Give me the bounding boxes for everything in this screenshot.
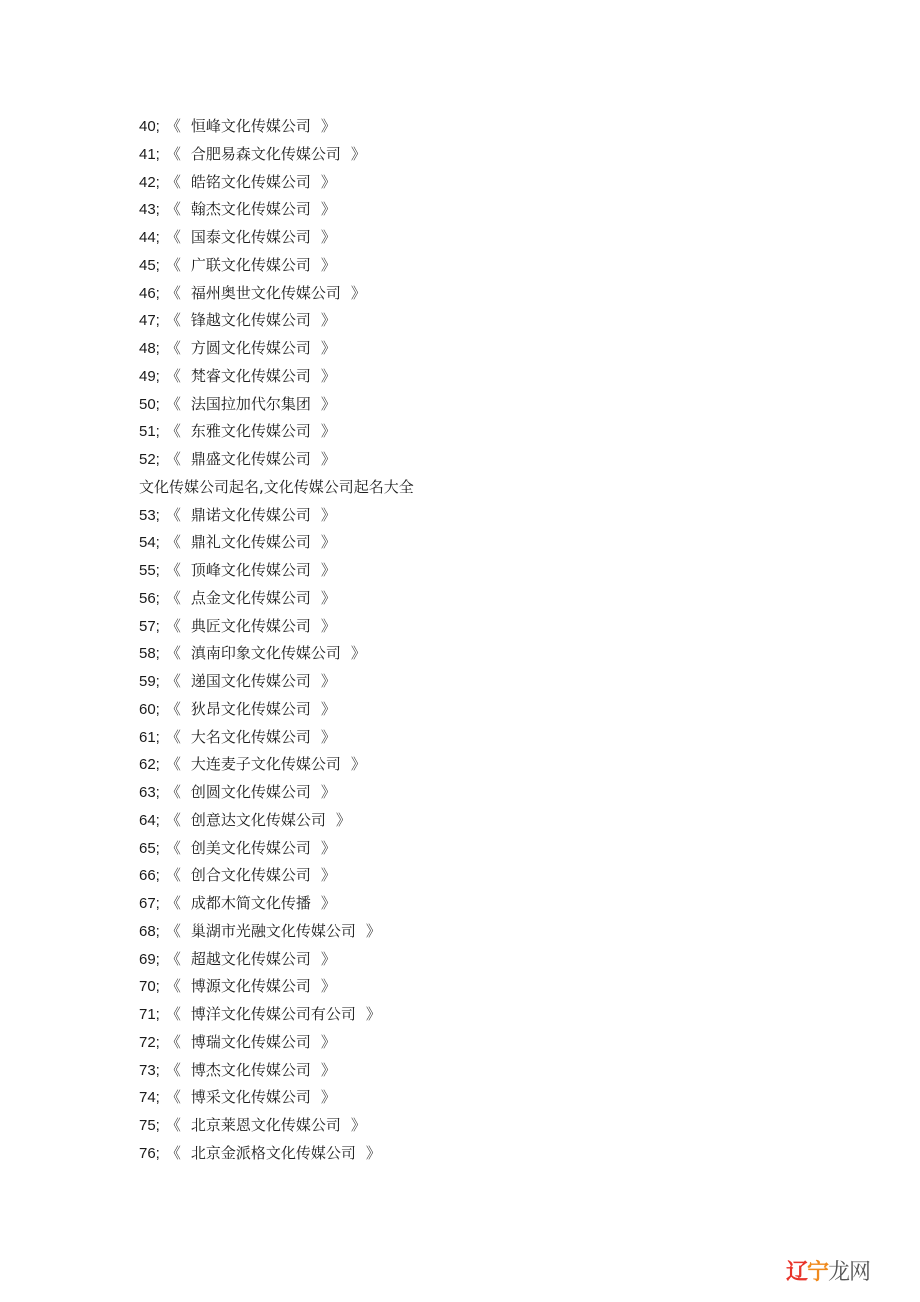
list-item: [139, 169, 839, 197]
list-item: [139, 252, 839, 280]
open-bracket: 《: [165, 228, 181, 246]
item-number: 46;: [139, 284, 160, 302]
item-number: 47;: [139, 312, 160, 330]
item-number: 44;: [139, 229, 160, 246]
item-number: 72;: [139, 1033, 160, 1051]
open-bracket: 《: [165, 311, 181, 330]
company-name: 鼎盛文化传媒公司: [190, 450, 311, 468]
item-number: 40;: [139, 118, 160, 135]
item-number: 64;: [139, 811, 160, 829]
list-item: [139, 529, 839, 557]
item-number: 45;: [139, 256, 160, 274]
item-number: 59;: [139, 673, 160, 690]
list-item: [139, 835, 839, 863]
list-item: [139, 557, 839, 585]
open-bracket: 《: [165, 255, 181, 274]
open-bracket: 《: [165, 1005, 181, 1023]
close-bracket: 》: [335, 810, 351, 829]
company-name: 鼎诺文化传媒公司: [190, 505, 311, 524]
close-bracket: 》: [320, 588, 336, 607]
item-number: 76;: [139, 1144, 160, 1162]
list-item: [139, 418, 839, 446]
item-number: 57;: [139, 617, 160, 635]
company-name: 顶峰文化传媒公司: [190, 561, 311, 579]
close-bracket: 》: [320, 894, 336, 912]
close-bracket: 》: [320, 699, 336, 718]
company-name: 恒峰文化传媒公司: [190, 117, 311, 135]
close-bracket: 》: [365, 921, 381, 940]
open-bracket: 《: [165, 921, 181, 940]
list-item: [139, 280, 839, 308]
close-bracket: 》: [350, 283, 366, 302]
company-name: 福州奥世文化传媒公司: [190, 283, 341, 302]
list-item: [139, 224, 839, 252]
item-number: 42;: [139, 173, 160, 191]
company-name: 创合文化传媒公司: [190, 866, 311, 885]
open-bracket: 《: [165, 866, 181, 885]
open-bracket: 《: [165, 283, 181, 302]
close-bracket: 》: [320, 1060, 336, 1079]
item-number: 66;: [139, 867, 160, 885]
open-bracket: 《: [165, 672, 181, 690]
watermark-text: 辽宁龙网: [786, 1259, 871, 1285]
open-bracket: 《: [165, 394, 181, 413]
open-bracket: 《: [165, 533, 181, 552]
open-bracket: 《: [165, 450, 181, 468]
close-bracket: 》: [320, 505, 336, 524]
open-bracket: 《: [165, 755, 181, 774]
item-number: 60;: [139, 700, 160, 718]
company-name: 点金文化传媒公司: [190, 588, 311, 607]
close-bracket: 》: [320, 1088, 336, 1107]
list-item: [139, 1112, 839, 1140]
open-bracket: 《: [165, 588, 181, 607]
list-item: [139, 141, 839, 169]
close-bracket: 》: [320, 172, 336, 191]
list-item: [139, 918, 839, 946]
open-bracket: 《: [165, 422, 181, 441]
item-number: 61;: [139, 728, 160, 746]
close-bracket: 》: [320, 783, 336, 801]
company-name: 大连麦子文化传媒公司: [190, 755, 341, 774]
company-name: 皓铭文化传媒公司: [190, 172, 311, 191]
close-bracket: 》: [320, 949, 336, 968]
list-item: [139, 335, 839, 363]
open-bracket: 《: [165, 949, 181, 968]
close-bracket: 》: [320, 616, 336, 635]
open-bracket: 《: [165, 117, 181, 135]
company-name: 创意达文化传媒公司: [190, 810, 326, 829]
close-bracket: 》: [320, 339, 336, 357]
list-item: [139, 668, 839, 696]
list-item: [139, 1140, 839, 1168]
open-bracket: 《: [165, 838, 181, 857]
item-number: 54;: [139, 534, 160, 552]
open-bracket: 《: [165, 1032, 181, 1051]
close-bracket: 》: [320, 727, 336, 746]
list-item: [139, 779, 839, 807]
company-name: 合肥易森文化传媒公司: [190, 144, 341, 163]
list-item: [139, 307, 839, 335]
company-name: 成都木简文化传播: [190, 894, 311, 912]
close-bracket: 》: [320, 366, 336, 385]
open-bracket: 《: [165, 339, 181, 357]
section-heading: 文化传媒公司起名,文化传媒公司起名大全: [139, 477, 414, 496]
item-number: 75;: [139, 1117, 160, 1134]
open-bracket: 《: [165, 1143, 181, 1162]
company-name: 狄昂文化传媒公司: [190, 699, 311, 718]
close-bracket: 》: [320, 672, 336, 690]
company-name: 梵睿文化传媒公司: [190, 366, 311, 385]
item-number: 52;: [139, 451, 160, 468]
close-bracket: 》: [350, 644, 366, 663]
company-name: 递国文化传媒公司: [190, 672, 311, 690]
open-bracket: 《: [165, 1060, 181, 1079]
item-number: 49;: [139, 367, 160, 385]
open-bracket: 《: [165, 810, 181, 829]
item-number: 69;: [139, 950, 160, 968]
item-number: 41;: [139, 145, 160, 163]
close-bracket: 》: [320, 228, 336, 246]
site-watermark-logo: [786, 1255, 886, 1285]
item-number: 53;: [139, 506, 160, 524]
item-number: 63;: [139, 784, 160, 801]
company-name: 博洋文化传媒公司有公司: [190, 1005, 356, 1023]
list-item: [139, 862, 839, 890]
list-item: [139, 502, 839, 530]
close-bracket: 》: [320, 255, 336, 274]
item-number: 71;: [139, 1006, 160, 1023]
list-item: [139, 807, 839, 835]
close-bracket: 》: [320, 866, 336, 885]
list-item: [139, 751, 839, 779]
list-item: [139, 946, 839, 974]
company-name: 超越文化传媒公司: [190, 949, 311, 968]
item-number: 43;: [139, 201, 160, 219]
list-item: [139, 446, 839, 474]
company-name: 国泰文化传媒公司: [190, 228, 311, 246]
company-name: 鼎礼文化传媒公司: [190, 533, 311, 552]
item-number: 68;: [139, 922, 160, 940]
open-bracket: 《: [165, 644, 181, 663]
item-number: 48;: [139, 340, 160, 357]
close-bracket: 》: [350, 755, 366, 774]
open-bracket: 《: [165, 505, 181, 524]
open-bracket: 《: [165, 783, 181, 801]
close-bracket: 》: [320, 422, 336, 441]
item-number: 70;: [139, 978, 160, 996]
item-number: 74;: [139, 1089, 160, 1107]
item-number: 62;: [139, 756, 160, 774]
company-name: 创美文化传媒公司: [190, 838, 311, 857]
item-number: 50;: [139, 395, 160, 413]
company-name: 博瑞文化传媒公司: [190, 1032, 311, 1051]
open-bracket: 《: [165, 1116, 181, 1134]
list-item: [139, 391, 839, 419]
list-item: [139, 890, 839, 918]
close-bracket: 》: [320, 311, 336, 330]
list-item: [139, 1029, 839, 1057]
item-number: 58;: [139, 645, 160, 663]
company-name: 巢湖市光融文化传媒公司: [190, 921, 356, 940]
close-bracket: 》: [350, 144, 366, 163]
open-bracket: 《: [165, 894, 181, 912]
item-number: 56;: [139, 589, 160, 607]
item-number: 65;: [139, 839, 160, 857]
company-name: 创圆文化传媒公司: [190, 783, 311, 801]
company-name: 典匠文化传媒公司: [190, 616, 311, 635]
open-bracket: 《: [165, 200, 181, 219]
open-bracket: 《: [165, 1088, 181, 1107]
open-bracket: 《: [165, 977, 181, 996]
company-name: 博杰文化传媒公司: [190, 1060, 311, 1079]
company-name: 广联文化传媒公司: [190, 255, 311, 274]
list-item: [139, 696, 839, 724]
company-name: 博源文化传媒公司: [190, 977, 311, 996]
list-item: [139, 640, 839, 668]
close-bracket: 》: [320, 394, 336, 413]
company-name: 滇南印象文化传媒公司: [190, 644, 341, 663]
company-name: 方圆文化传媒公司: [190, 339, 311, 357]
list-item: [139, 1001, 839, 1029]
close-bracket: 》: [320, 838, 336, 857]
document-body: [139, 113, 839, 1168]
list-item: [139, 973, 839, 1001]
list-item: [139, 113, 839, 141]
close-bracket: 》: [365, 1143, 381, 1162]
list-item: [139, 1057, 839, 1085]
open-bracket: 《: [165, 727, 181, 746]
list-item: [139, 1084, 839, 1112]
open-bracket: 《: [165, 561, 181, 579]
item-number: 73;: [139, 1061, 160, 1079]
open-bracket: 《: [165, 144, 181, 163]
close-bracket: 》: [320, 117, 336, 135]
company-name: 大名文化传媒公司: [190, 727, 311, 746]
company-name: 北京金派格文化传媒公司: [190, 1143, 356, 1162]
company-name: 东雅文化传媒公司: [190, 422, 311, 441]
item-number: 51;: [139, 423, 160, 441]
company-name: 法国拉加代尔集团: [190, 394, 311, 413]
list-item: [139, 613, 839, 641]
open-bracket: 《: [165, 366, 181, 385]
close-bracket: 》: [320, 450, 336, 468]
company-name: 北京莱恩文化传媒公司: [190, 1116, 341, 1134]
close-bracket: 》: [320, 200, 336, 219]
item-number: 67;: [139, 895, 160, 912]
close-bracket: 》: [320, 1032, 336, 1051]
close-bracket: 》: [320, 533, 336, 552]
list-item: [139, 585, 839, 613]
open-bracket: 《: [165, 172, 181, 191]
open-bracket: 《: [165, 616, 181, 635]
close-bracket: 》: [320, 561, 336, 579]
company-name: 博采文化传媒公司: [190, 1088, 311, 1107]
list-item: [139, 363, 839, 391]
item-number: 55;: [139, 562, 160, 579]
list-item: [139, 196, 839, 224]
company-name: 锋越文化传媒公司: [190, 311, 311, 330]
close-bracket: 》: [365, 1005, 381, 1023]
close-bracket: 》: [320, 977, 336, 996]
close-bracket: 》: [350, 1116, 366, 1134]
list-item: [139, 724, 839, 752]
open-bracket: 《: [165, 699, 181, 718]
company-name: 翰杰文化传媒公司: [190, 200, 311, 219]
